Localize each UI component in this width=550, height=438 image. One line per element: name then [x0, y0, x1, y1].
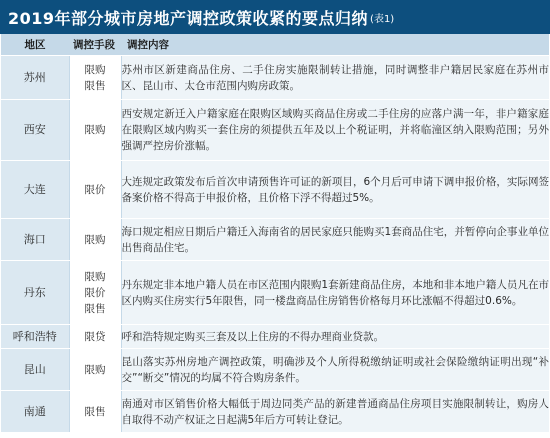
table-number-note: (表1) — [370, 13, 395, 25]
table-title: 2019年部分城市房地产调控政策收紧的要点归纳 — [8, 8, 369, 28]
row-content: 大连规定政策发布后首次申请预售许可证的新项目，6个月后可申请下调申报价格，实际网签备案价格不得高于申报价格，且价格下浮不得超过5%。 — [121, 161, 549, 219]
means-item: 限价 — [84, 286, 106, 299]
row-region: 呼和浩特 — [1, 325, 69, 349]
means-item: 限价 — [84, 183, 106, 196]
row-means — [69, 391, 121, 433]
row-means — [69, 349, 121, 391]
row-means — [69, 161, 121, 219]
means-item: 限售 — [84, 302, 106, 315]
table-row — [1, 161, 549, 219]
row-content: 呼和浩特规定购买三套及以上住房的不得办理商业贷款。 — [121, 325, 549, 349]
row-content: 海口规定相应日期后户籍迁入海南省的居民家庭只能购买1套商品住宅，并暂停向企事业单位出售商品住宅。 — [121, 219, 549, 261]
means-item: 限购 — [84, 270, 106, 283]
row-region: 海口 — [1, 219, 69, 261]
policy-table — [1, 34, 549, 433]
table-row — [1, 391, 549, 433]
table-row — [1, 261, 549, 325]
row-region: 丹东 — [1, 261, 69, 325]
means-item: 限购 — [84, 124, 106, 136]
table-row — [1, 325, 549, 349]
row-means — [69, 56, 121, 100]
header-content: 调控内容 — [121, 34, 549, 56]
row-content: 丹东规定非本地户籍人员在市区范围内限购1套新建商品住房，本地和非本地户籍人员凡在市区内购买住房实行5年限售，同一楼盘商品住房销售价格每月环比涨幅不得超过0.6%。 — [121, 261, 549, 325]
table-row — [1, 219, 549, 261]
row-region: 昆山 — [1, 349, 69, 391]
row-means — [69, 325, 121, 349]
row-content: 西安规定新迁入户籍家庭在限购区域购买商品住房或二手住房的应落户满一年，非户籍家庭在限购区域内购买一套住房的须提供五年及以上个税证明，并将临潼区纳入限购范围；另外强调严控房价涨幅。 — [121, 100, 549, 161]
means-item: 限售 — [84, 405, 106, 418]
means-item: 限购 — [84, 363, 106, 376]
means-item: 限贷 — [84, 330, 106, 343]
means-item: 限购 — [84, 63, 106, 76]
header-region: 地区 — [1, 34, 69, 56]
row-content: 南通对市区销售价格大幅低于周边同类产品的新建普通商品住房项目实施限制转让，购房人自取得不动产权证之日起满5年后方可转让登记。 — [121, 391, 549, 433]
table-title-bar — [0, 0, 550, 34]
row-means — [69, 100, 121, 161]
means-item: 限售 — [84, 79, 106, 92]
row-means — [69, 219, 121, 261]
header-means: 调控手段 — [69, 34, 121, 56]
row-content: 昆山落实苏州房地产调控政策，明确涉及个人所得税缴纳证明或社会保险缴纳证明出现“补交”“断交”情况的均属不符合购房条件。 — [121, 349, 549, 391]
table-row — [1, 349, 549, 391]
row-region: 南通 — [1, 391, 69, 433]
row-region: 大连 — [1, 161, 69, 219]
row-content: 苏州市区新建商品住房、二手住房实施限制转让措施，同时调整非户籍居民家庭在苏州市区、昆山市、太仓市范围内购房政策。 — [121, 56, 549, 100]
row-means — [69, 261, 121, 325]
table-row — [1, 100, 549, 161]
row-region: 西安 — [1, 100, 69, 161]
row-region: 苏州 — [1, 56, 69, 100]
table-header-row — [1, 34, 549, 56]
means-item: 限购 — [84, 233, 106, 246]
table-row — [1, 56, 549, 100]
